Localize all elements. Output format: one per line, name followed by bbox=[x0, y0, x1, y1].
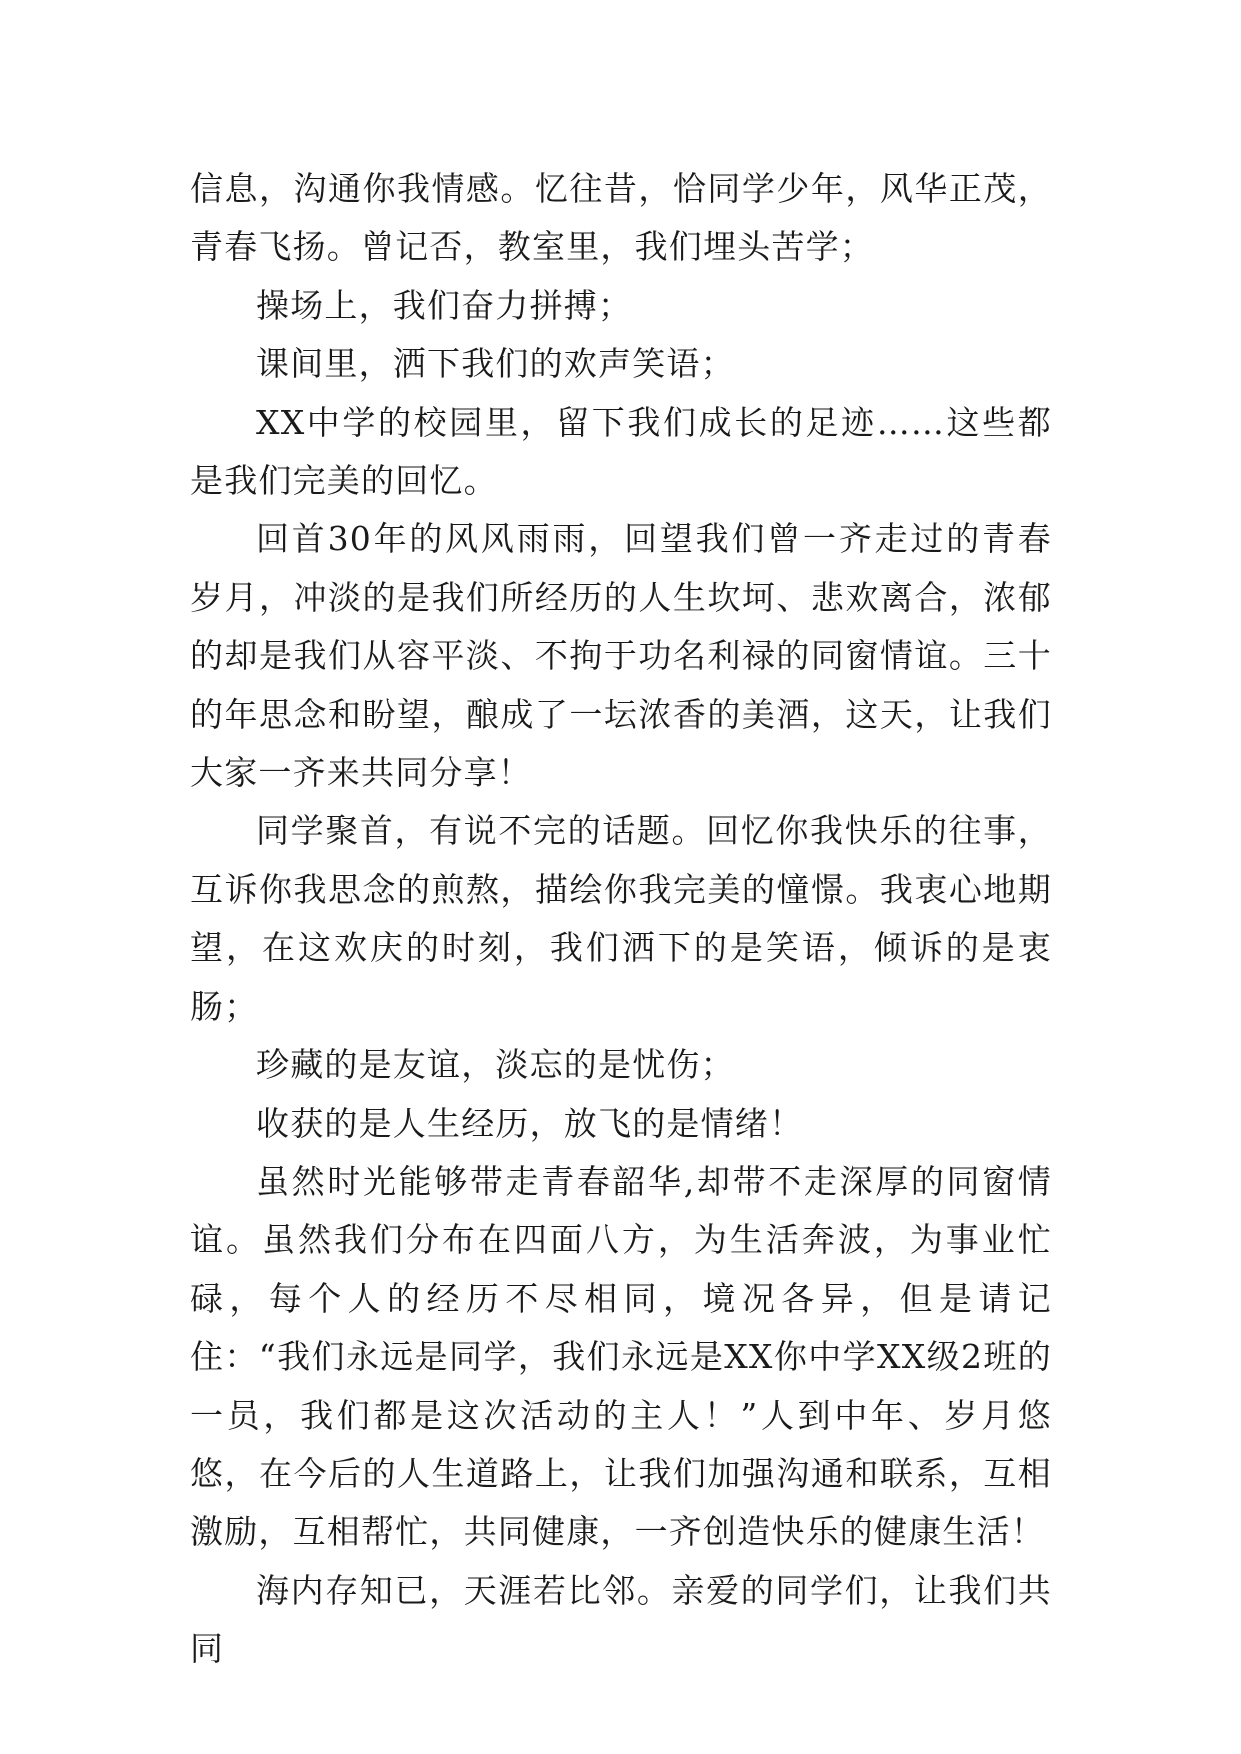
paragraph-3: 课间里，洒下我们的欢声笑语； bbox=[256, 344, 735, 384]
paragraph-9: 虽然时光能够带走青春韶华,却带不走深厚的同窗情谊。虽然我们分布在四面八方，为生活奔波，为事业忙碌，每个人的经历不尽相同，境况各异，但是请记住：“我们永远是同学，我们永远是XX你中学XX级2班的一员，我们都是这次活动的主人！”人到中年、岁月悠悠，在今后的人生道路上，让我们加强沟通和联系，互相激励，互相帮忙，共同健康，一齐创造快乐的健康生活！ bbox=[190, 1161, 1052, 1552]
paragraph-7: 珍藏的是友谊，淡忘的是忧伤； bbox=[256, 1045, 735, 1085]
paragraph-4: XX中学的校园里，留下我们成长的足迹……这些都是我们完美的回忆。 bbox=[190, 402, 1052, 501]
paragraph-6: 同学聚首，有说不完的话题。回忆你我快乐的往事，互诉你我思念的煎熬，描绘你我完美的憧憬。我衷心地期望，在这欢庆的时刻，我们洒下的是笑语，倾诉的是衷肠； bbox=[190, 811, 1052, 1026]
paragraph-1: 信息，沟通你我情感。忆往昔，恰同学少年，风华正茂，青春飞扬。曾记否，教室里，我们埋头苦学； bbox=[190, 169, 1052, 267]
paragraph-10: 海内存知已，天涯若比邻。亲爱的同学们，让我们共同 bbox=[190, 1570, 1052, 1669]
paragraph-5: 回首30年的风风雨雨，回望我们曾一齐走过的青春岁月，冲淡的是我们所经历的人生坎坷、悲欢离合，浓郁的却是我们从容平淡、不拘于功名利禄的同窗情谊。三十的年思念和盼望，酿成了一坛浓香的美酒，这天，让我们大家一齐来共同分享！ bbox=[190, 519, 1052, 793]
paragraph-8: 收获的是人生经历，放飞的是情绪！ bbox=[256, 1103, 804, 1143]
paragraph-2: 操场上，我们奋力拼搏； bbox=[256, 285, 633, 325]
body-text bbox=[190, 160, 1052, 1679]
